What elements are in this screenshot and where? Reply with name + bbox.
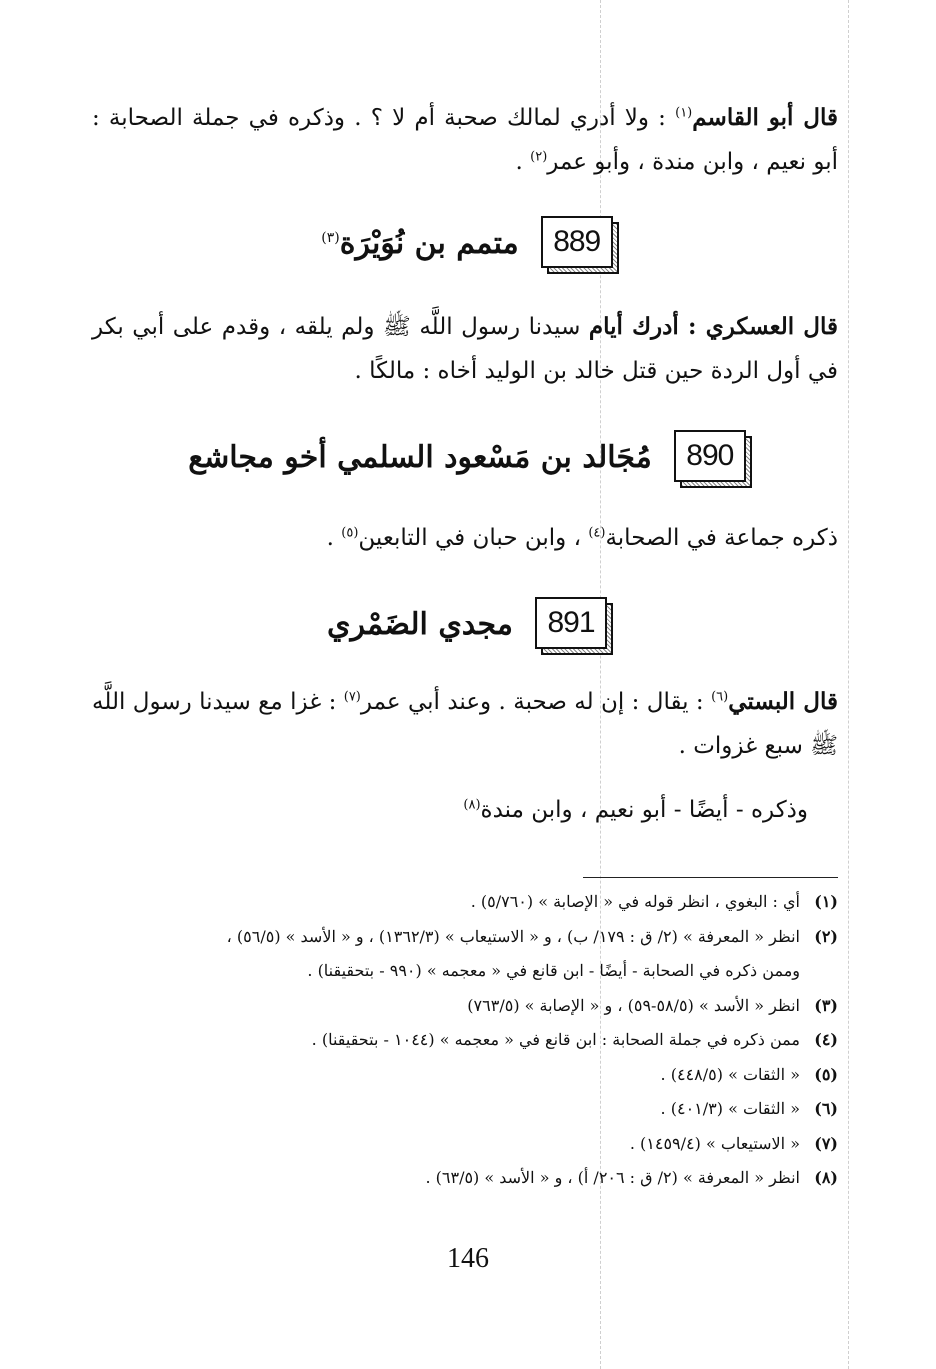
entry-891-paragraph-2 (92, 788, 808, 832)
page-number: 146 (447, 1243, 489, 1274)
paragraph-text: . (326, 525, 342, 551)
footnote-continuation: وممن ذكره في الصحابة - أيضًا - ابن قانع في « معجمه » (٩٩٠ - بتحقيقنا) . (307, 961, 800, 980)
paragraph-text: : يقال : إن له صحبة . وعند أبي عمر (360, 689, 712, 715)
footnote-number: (٨) (814, 1168, 838, 1187)
footnote-marker: (٨) (463, 797, 481, 813)
intro-paragraph (92, 96, 838, 184)
paragraph-text: ذكره جماعة في الصحابة (605, 525, 838, 551)
entry-891-paragraph (92, 680, 838, 768)
entry-heading-891 (0, 597, 936, 651)
footnote-text: « الثقات » (٤٤٨/٥) . (660, 1064, 800, 1084)
footnote-marker: (٤) (588, 525, 606, 541)
entry-number-box (674, 430, 748, 484)
paragraph-text: وذكره - أيضًا - أبو نعيم ، وابن مندة (480, 797, 808, 823)
footnote-text: أي : البغوي ، انظر قوله في « الإصابة » (٥/٧٦٠) . (470, 892, 800, 911)
entry-heading-889 (0, 216, 936, 270)
entry-number: 890 (674, 430, 746, 482)
footnote-number: (٦) (814, 1099, 838, 1118)
footnote-text: انظر « المعرفة » (٢/ ق : ٢٠٦/ أ) ، و « الأسد » (٦٣/٥) . (425, 1168, 800, 1187)
paragraph-text: : ولا أدري لمالك صحبة أم لا ؟ . وذكره في جملة الصحابة : أبو نعيم ، وابن مندة ، وأبو عمر (92, 105, 838, 175)
footnote-text: انظر « الأسد » (٥٨/٥-٥٩) ، و « الإصابة » (٧٦٣/٥) (467, 995, 800, 1015)
entry-890-paragraph (92, 516, 838, 560)
footnote-text: انظر « المعرفة » (٢/ ق : ١٧٩/ ب) ، و « الاستيعاب » (١٣٦٢/٣) ، و « الأسد » (٥٦/٥) ، (226, 926, 800, 946)
entry-number: 889 (541, 216, 613, 268)
footnote-number: (٥) (814, 1064, 838, 1084)
footnote-number: (٧) (814, 1133, 838, 1153)
entry-number: 891 (535, 597, 607, 649)
footnote-number: (٤) (814, 1030, 838, 1049)
speaker-name: قال العسكري : أدرك أيام (588, 313, 839, 340)
footnote-item (92, 989, 838, 1024)
footnote-item (92, 1161, 838, 1196)
entry-number-box (541, 216, 615, 270)
entry-889-paragraph (92, 305, 838, 393)
footnote-item (92, 1092, 838, 1127)
footnote-number: (٣) (814, 995, 838, 1015)
entry-name: متمم بن نُوَيْرَة (339, 225, 519, 261)
footnote-item (92, 885, 838, 920)
footnote-marker: (٢) (530, 149, 548, 165)
footnote-text: « الاستيعاب » (١٤٥٩/٤) . (629, 1133, 800, 1153)
footnote-text: « الثقات » (٤٠١/٣) . (660, 1099, 800, 1118)
footnote-marker: (١) (675, 105, 693, 121)
footnote-marker: (٣) (321, 229, 340, 246)
paragraph-text: سيدنا رسول اللَّه ﷺ ولم يلقه ، وقدم على أبي بكر في أول الردة حين قتل خالد بن الوليد أخاه : مالكًا . (92, 314, 838, 384)
entry-number-box (535, 597, 609, 651)
footnote-marker: (٦) (711, 689, 729, 705)
entry-name: مجدي الضَمْري (327, 606, 513, 642)
footnote-item (92, 920, 838, 955)
entry-heading-890 (0, 430, 936, 484)
footnote-item (92, 1127, 838, 1162)
footnote-marker: (٧) (343, 689, 361, 705)
footnote-number: (١) (814, 892, 838, 911)
speaker-name: قال البستي (728, 688, 838, 715)
entry-name: مُجَالد بن مَسْعود السلمي أخو مجاشع (188, 439, 652, 475)
footnotes (92, 885, 838, 1196)
paragraph-text: : غزا مع سيدنا رسول اللَّه ﷺ سبع غزوات . (92, 689, 838, 759)
footnote-item (92, 1023, 838, 1058)
scan-guide-line (848, 0, 849, 1369)
footnote-text: ممن ذكره في جملة الصحابة : ابن قانع في « معجمه » (١٠٤٤ - بتحقيقنا) . (311, 1030, 800, 1049)
footnote-marker: (٥) (341, 525, 359, 541)
paragraph-text: . (515, 149, 531, 175)
speaker-name: قال أبو القاسم (692, 104, 838, 131)
paragraph-text: ، وابن حبان في التابعين (358, 525, 589, 551)
footnote-number: (٢) (814, 926, 838, 946)
footnote-item (92, 1058, 838, 1093)
footnote-separator (583, 877, 838, 878)
